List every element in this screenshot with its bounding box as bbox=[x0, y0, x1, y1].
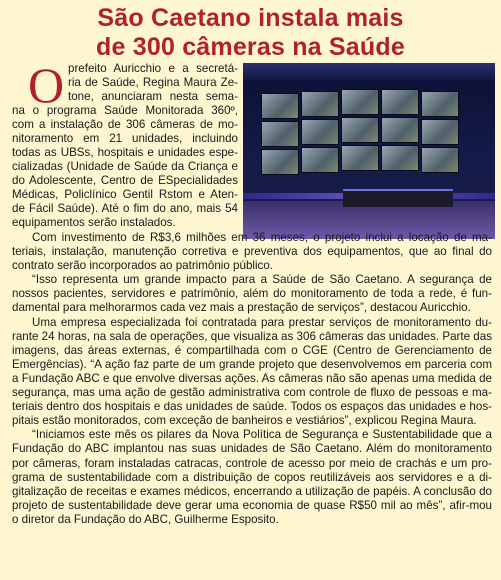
paragraph: Uma empresa especializada foi contratada para prestar serviços de monitoramento du-rante 24 horas, na sala de operações, que visualiza as 306 câmeras das unidades. Parte das imagens, das áreas externas, é compartilhada com o CGE (Centro de Gerenciamento de Emergências). “A ação faz parte de um grande projeto que desenvolvemos em parceria com a Fundação ABC e que envolve diversas ações. As câmeras não são apenas uma medida de segurança, mas uma ação de gestão administrativa com controle de fluxo de pessoas e ma-teriais dentro dos hospitais e das unidades de saúde. Todos os espaços das unidades e hos-pitais estão monitorados, com exceção de banheiros e vestiários”, explicou Regina Maura. bbox=[12, 315, 492, 428]
paragraph: “Isso representa um grande impacto para a Saúde de São Caetano. A segurança de nossos pacientes, servidores e patrimônio, além do monitoramento de toda a rede, é fun-damental para melhorarmos cada vez mais a prestação de serviços”, destacou Auricchio. bbox=[12, 273, 492, 315]
full-width-column bbox=[12, 231, 492, 527]
drop-cap: O bbox=[28, 57, 65, 113]
lead-line: tone, anunciaram nesta sema- bbox=[68, 90, 238, 103]
headline-line-2: de 300 câmeras na Saúde bbox=[96, 33, 405, 61]
paragraph: Com investimento de R$3,6 milhões em 36 meses, o projeto inclui a locação de ma-teriais, instalação, manutenção corretiva e preventiva dos equipamentos, que ao final do contrato serão incorporados ao patrimônio público. bbox=[12, 231, 492, 273]
headline-line-1: São Caetano instala mais bbox=[97, 4, 404, 32]
lead-line: todas as UBSs, hospitais e unidades espe- bbox=[12, 146, 238, 159]
lead-line: ria de Saúde, Regina Maura Ze- bbox=[68, 76, 238, 89]
lead-line: Médicas, Policlínico Gentil Rstom e Aten- bbox=[12, 188, 238, 201]
lead-line: equipamentos serão instalados. bbox=[12, 216, 176, 229]
lead-line: com a instalação de 306 câmeras de mo- bbox=[12, 118, 238, 131]
lead-line: na o programa Saúde Monitorada 360º, bbox=[12, 104, 238, 117]
lead-line: de Fácil Saúde). Até o fim do ano, mais 54 bbox=[12, 202, 238, 215]
lead-line: cializadas (Unidade de Saúde da Criança e bbox=[12, 160, 238, 173]
lead-line: nitoramento em 21 unidades, incluindo bbox=[12, 132, 238, 145]
paragraph: “Iniciamos este mês os pilares da Nova Política de Segurança e Sustentabilidade que a Fundação do ABC implantou nas suas unidades de São Caetano. Além do monitoramento por câmeras, foram instaladas catracas, controle de acesso por meio de crachás e um pro-grama de sustentabilidade com a distribuição de copos reutilizáveis aos servidores e a di-gitalização de receitas e exames médicos, encerrando a utilização de papéis. A conclusão do projeto de sustentabilidade deve gerar uma economia de quase R$50 mil ao mês”, afir-mou o diretor da Fundação do ABC, Guilherme Esposito. bbox=[12, 428, 492, 526]
lead-line: do Adolescente, Centro de ESpecialidades bbox=[12, 174, 238, 187]
lead-line: prefeito Auricchio e a secretá- bbox=[68, 62, 238, 75]
